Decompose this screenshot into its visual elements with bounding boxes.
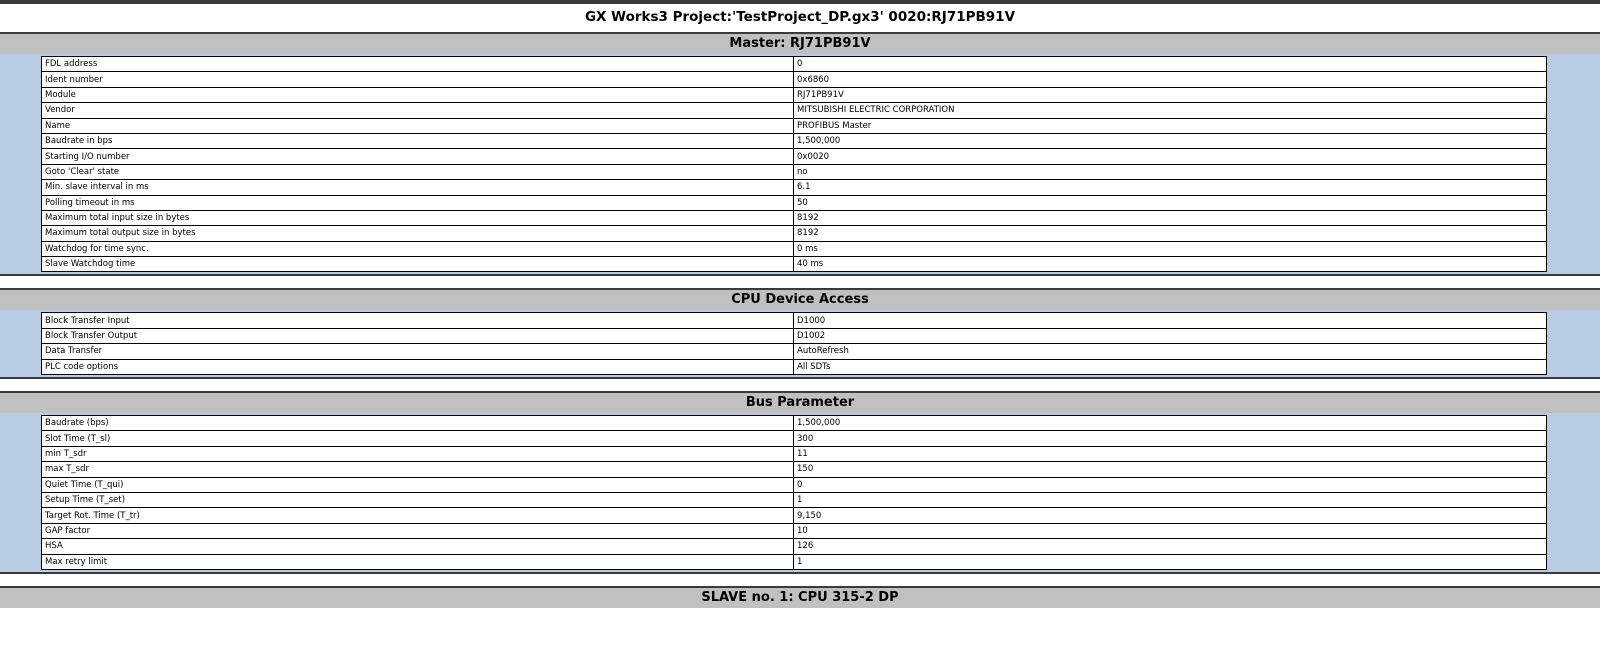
param-value: 1 [794, 554, 1547, 569]
bus-params-table [41, 415, 1547, 570]
param-name: Slot Time (T_sl) [42, 431, 794, 446]
table-row [42, 57, 1547, 72]
param-value: 0 [794, 477, 1547, 492]
param-value: 300 [794, 431, 1547, 446]
table-row [42, 118, 1547, 133]
param-name: Watchdog for time sync. [42, 241, 794, 256]
param-value: 6.1 [794, 180, 1547, 195]
section-gap [0, 276, 1600, 288]
section-body-master [0, 54, 1600, 276]
table-row [42, 539, 1547, 554]
param-name: Maximum total input size in bytes [42, 210, 794, 225]
param-name: Polling timeout in ms [42, 195, 794, 210]
param-name: Min. slave interval in ms [42, 180, 794, 195]
param-value: 11 [794, 446, 1547, 461]
table-row [42, 416, 1547, 431]
param-value: 8192 [794, 210, 1547, 225]
param-name: max T_sdr [42, 462, 794, 477]
param-name: Name [42, 118, 794, 133]
param-value: 0x6860 [794, 72, 1547, 87]
param-name: Block Transfer Output [42, 328, 794, 343]
param-name: Data Transfer [42, 344, 794, 359]
param-value: AutoRefresh [794, 344, 1547, 359]
section-gap [0, 574, 1600, 586]
param-name: PLC code options [42, 359, 794, 374]
table-row [42, 328, 1547, 343]
section-gap [0, 379, 1600, 391]
table-row [42, 344, 1547, 359]
param-name: Target Rot. Time (T_tr) [42, 508, 794, 523]
section-header-cpu: CPU Device Access [0, 288, 1600, 310]
table-row [42, 72, 1547, 87]
param-name: min T_sdr [42, 446, 794, 461]
param-name: Quiet Time (T_qui) [42, 477, 794, 492]
param-name: Starting I/O number [42, 149, 794, 164]
param-name: Setup Time (T_set) [42, 492, 794, 507]
section-master [0, 32, 1600, 276]
param-value: 9,150 [794, 508, 1547, 523]
table-row [42, 195, 1547, 210]
param-name: Maximum total output size in bytes [42, 226, 794, 241]
param-value: 0 [794, 57, 1547, 72]
table-row [42, 477, 1547, 492]
param-value: 126 [794, 539, 1547, 554]
section-body-bus [0, 413, 1600, 574]
section-header-bus: Bus Parameter [0, 391, 1600, 413]
param-value: PROFIBUS Master [794, 118, 1547, 133]
param-value: 0x0020 [794, 149, 1547, 164]
section-header-slave-1: SLAVE no. 1: CPU 315-2 DP [0, 586, 1600, 608]
param-value: 1,500,000 [794, 416, 1547, 431]
table-row [42, 226, 1547, 241]
table-row [42, 431, 1547, 446]
param-value: no [794, 164, 1547, 179]
section-cpu-device-access [0, 288, 1600, 379]
table-row [42, 87, 1547, 102]
table-row [42, 492, 1547, 507]
table-row [42, 133, 1547, 148]
table-row [42, 554, 1547, 569]
param-name: Max retry limit [42, 554, 794, 569]
table-row [42, 180, 1547, 195]
section-body-cpu [0, 310, 1600, 379]
table-row [42, 210, 1547, 225]
param-value: 1 [794, 492, 1547, 507]
param-name: Vendor [42, 103, 794, 118]
master-params-table [41, 56, 1547, 272]
param-value: 0 ms [794, 241, 1547, 256]
table-row [42, 149, 1547, 164]
param-name: Block Transfer Input [42, 313, 794, 328]
param-name: GAP factor [42, 523, 794, 538]
table-row [42, 103, 1547, 118]
section-slave-1 [0, 586, 1600, 608]
param-value: D1002 [794, 328, 1547, 343]
param-value: 150 [794, 462, 1547, 477]
param-value: 10 [794, 523, 1547, 538]
param-value: 40 ms [794, 257, 1547, 272]
param-name: HSA [42, 539, 794, 554]
table-row [42, 257, 1547, 272]
param-value: All SDTs [794, 359, 1547, 374]
param-value: 1,500,000 [794, 133, 1547, 148]
table-row [42, 508, 1547, 523]
param-value: MITSUBISHI ELECTRIC CORPORATION [794, 103, 1547, 118]
param-name: FDL address [42, 57, 794, 72]
section-header-master: Master: RJ71PB91V [0, 32, 1600, 54]
param-name: Baudrate (bps) [42, 416, 794, 431]
section-bus-parameter [0, 391, 1600, 574]
param-name: Slave Watchdog time [42, 257, 794, 272]
param-name: Goto 'Clear' state [42, 164, 794, 179]
table-row [42, 462, 1547, 477]
param-value: 8192 [794, 226, 1547, 241]
param-name: Ident number [42, 72, 794, 87]
param-value: RJ71PB91V [794, 87, 1547, 102]
param-name: Module [42, 87, 794, 102]
table-row [42, 241, 1547, 256]
table-row [42, 313, 1547, 328]
param-value: 50 [794, 195, 1547, 210]
table-row [42, 164, 1547, 179]
param-name: Baudrate in bps [42, 133, 794, 148]
table-row [42, 446, 1547, 461]
param-value: D1000 [794, 313, 1547, 328]
cpu-params-table [41, 312, 1547, 375]
page-title: GX Works3 Project:'TestProject_DP.gx3' 0020:RJ71PB91V [584, 9, 1016, 25]
table-row [42, 359, 1547, 374]
table-row [42, 523, 1547, 538]
